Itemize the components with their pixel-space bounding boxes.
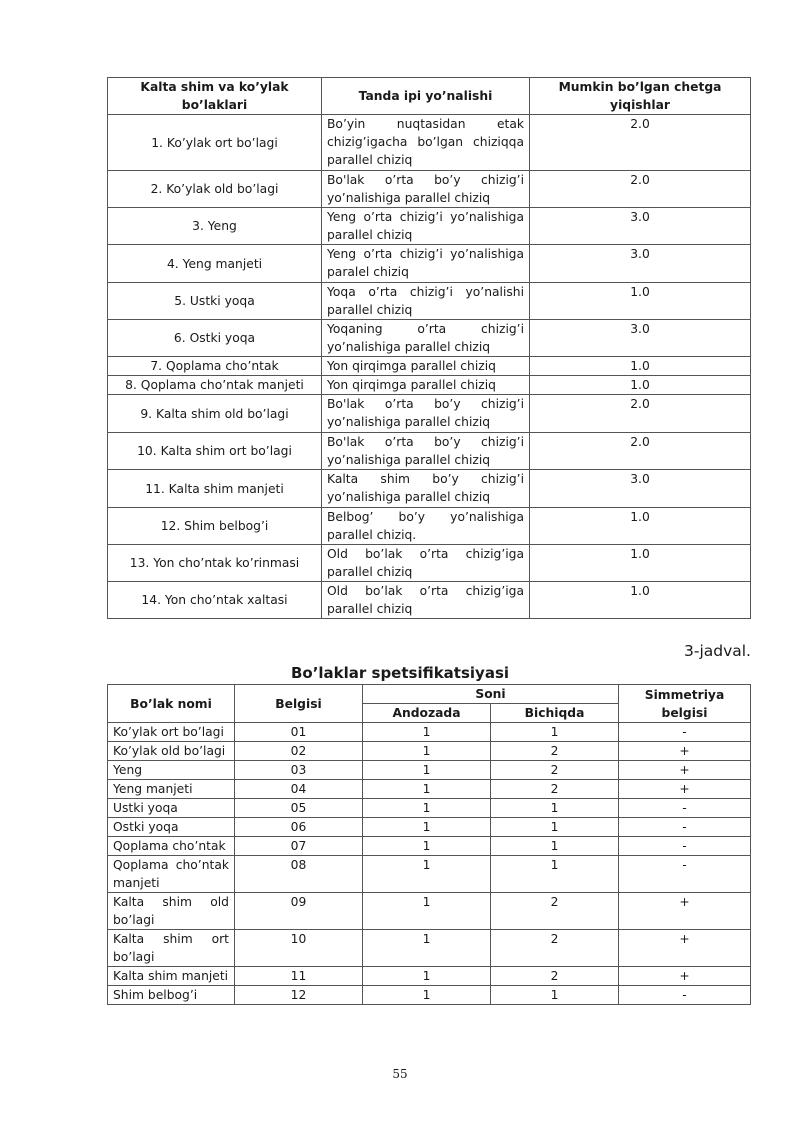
table-row — [108, 357, 751, 376]
part-cell: 6. Ostki yoqa — [108, 320, 322, 357]
part-name-cell: Ko’ylak old bo’lagi — [108, 742, 235, 761]
symmetry-cell: + — [619, 893, 751, 930]
pattern-count-cell: 1 — [363, 761, 491, 780]
deviation-cell: 3.0 — [530, 208, 751, 245]
part-cell: 9. Kalta shim old bo’lagi — [108, 395, 322, 433]
pattern-count-cell: 1 — [363, 799, 491, 818]
table-row — [108, 545, 751, 582]
part-name-cell: Yeng manjeti — [108, 780, 235, 799]
cut-count-cell: 1 — [491, 723, 619, 742]
table-row — [108, 799, 751, 818]
symmetry-cell: + — [619, 780, 751, 799]
direction-cell: Yeng o’rta chizig’i yo’nalishiga paralel chiziq — [322, 245, 530, 283]
symmetry-cell: + — [619, 742, 751, 761]
direction-cell: Kalta shim bo’y chizig’i yo’nalishiga parallel chiziq — [322, 470, 530, 508]
direction-cell: Yon qirqimga parallel chiziq — [322, 376, 530, 395]
cut-count-cell: 1 — [491, 799, 619, 818]
part-cell: 8. Qoplama cho’ntak manjeti — [108, 376, 322, 395]
part-cell: 4. Yeng manjeti — [108, 245, 322, 283]
deviation-cell: 1.0 — [530, 508, 751, 545]
table-number-label: 3-jadval. — [683, 642, 751, 660]
pattern-count-cell: 1 — [363, 742, 491, 761]
code-cell: 07 — [235, 837, 363, 856]
part-cell: 13. Yon cho’ntak ko’rinmasi — [108, 545, 322, 582]
pattern-count-cell: 1 — [363, 723, 491, 742]
table-row — [108, 115, 751, 171]
part-name-cell: Ko’ylak ort bo’lagi — [108, 723, 235, 742]
table-row — [108, 433, 751, 470]
direction-cell: Yon qirqimga parallel chiziq — [322, 357, 530, 376]
cut-count-cell: 1 — [491, 986, 619, 1005]
pattern-count-cell: 1 — [363, 856, 491, 893]
symmetry-cell: - — [619, 723, 751, 742]
cut-count-cell: 2 — [491, 967, 619, 986]
table-row — [108, 818, 751, 837]
part-cell: 10. Kalta shim ort bo’lagi — [108, 433, 322, 470]
part-name-cell: Kalta shim manjeti — [108, 967, 235, 986]
table-row — [108, 376, 751, 395]
part-cell: 5. Ustki yoqa — [108, 283, 322, 320]
deviation-cell: 3.0 — [530, 470, 751, 508]
direction-cell: Old bo’lak o’rta chizig’iga parallel chiziq — [322, 545, 530, 582]
cut-count-cell: 2 — [491, 780, 619, 799]
table-row — [108, 930, 751, 967]
part-name-cell: Kalta shim old bo’lagi — [108, 893, 235, 930]
table-title: Bo’laklar spetsifikatsiyasi — [290, 664, 510, 682]
direction-cell: Bo'lak o’rta bo’y chizig’i yo’nalishiga parallel chiziq — [322, 395, 530, 433]
code-cell: 03 — [235, 761, 363, 780]
code-cell: 01 — [235, 723, 363, 742]
deviation-cell: 2.0 — [530, 395, 751, 433]
part-name-cell: Shim belbog’i — [108, 986, 235, 1005]
deviation-cell: 1.0 — [530, 545, 751, 582]
cut-count-cell: 1 — [491, 818, 619, 837]
deviation-cell: 1.0 — [530, 283, 751, 320]
header-direction: Tanda ipi yo’nalishi — [322, 78, 530, 115]
pattern-count-cell: 1 — [363, 818, 491, 837]
table-row — [108, 780, 751, 799]
direction-cell: Bo'lak o’rta bo’y chizig’i yo’nalishiga parallel chiziq — [322, 433, 530, 470]
symmetry-cell: + — [619, 930, 751, 967]
part-cell: 2. Ko’ylak old bo’lagi — [108, 171, 322, 208]
code-cell: 06 — [235, 818, 363, 837]
pattern-count-cell: 1 — [363, 930, 491, 967]
part-name-cell: Qoplama cho’ntak — [108, 837, 235, 856]
table-row — [108, 320, 751, 357]
part-cell: 12. Shim belbog’i — [108, 508, 322, 545]
table-row — [108, 723, 751, 742]
cut-count-cell: 2 — [491, 930, 619, 967]
header-count: Soni — [363, 685, 619, 704]
cut-count-cell: 2 — [491, 742, 619, 761]
pattern-count-cell: 1 — [363, 986, 491, 1005]
symmetry-cell: + — [619, 761, 751, 780]
part-cell: 3. Yeng — [108, 208, 322, 245]
table-header-row — [108, 78, 751, 115]
code-cell: 05 — [235, 799, 363, 818]
part-name-cell: Kalta shim ort bo’lagi — [108, 930, 235, 967]
code-cell: 04 — [235, 780, 363, 799]
table-header-row — [108, 685, 751, 704]
part-name-cell: Ustki yoqa — [108, 799, 235, 818]
deviation-cell: 2.0 — [530, 433, 751, 470]
symmetry-cell: + — [619, 967, 751, 986]
symmetry-cell: - — [619, 837, 751, 856]
pattern-count-cell: 1 — [363, 893, 491, 930]
part-cell: 11. Kalta shim manjeti — [108, 470, 322, 508]
pattern-count-cell: 1 — [363, 780, 491, 799]
part-cell: 7. Qoplama cho’ntak — [108, 357, 322, 376]
header-part: Kalta shim va ko’ylak bo’laklari — [108, 78, 322, 115]
header-part-name: Bo’lak nomi — [108, 685, 235, 723]
table-row — [108, 986, 751, 1005]
pattern-count-cell: 1 — [363, 837, 491, 856]
cut-count-cell: 1 — [491, 856, 619, 893]
fabric-direction-table — [107, 77, 751, 619]
deviation-cell: 2.0 — [530, 115, 751, 171]
part-name-cell: Yeng — [108, 761, 235, 780]
deviation-cell: 1.0 — [530, 357, 751, 376]
header-allowed-deviation: Mumkin bo’lgan chetga yiqishlar — [530, 78, 751, 115]
part-name-cell: Qoplama cho’ntak manjeti — [108, 856, 235, 893]
direction-cell: Yeng o’rta chizig’i yo’nalishiga parallel chiziq — [322, 208, 530, 245]
part-name-cell: Ostki yoqa — [108, 818, 235, 837]
deviation-cell: 1.0 — [530, 376, 751, 395]
table-row — [108, 171, 751, 208]
symmetry-cell: - — [619, 799, 751, 818]
symmetry-cell: - — [619, 856, 751, 893]
pattern-count-cell: 1 — [363, 967, 491, 986]
direction-cell: Bo'lak o’rta bo’y chizig’i yo’nalishiga parallel chiziq — [322, 171, 530, 208]
direction-cell: Bo’yin nuqtasidan etak chizig’igacha bo’lgan chiziqqa parallel chiziq — [322, 115, 530, 171]
table-row — [108, 856, 751, 893]
code-cell: 08 — [235, 856, 363, 893]
deviation-cell: 3.0 — [530, 245, 751, 283]
page-number: 55 — [392, 1067, 408, 1081]
code-cell: 10 — [235, 930, 363, 967]
header-in-cut: Bichiqda — [491, 704, 619, 723]
table-row — [108, 283, 751, 320]
deviation-cell: 1.0 — [530, 582, 751, 619]
table-row — [108, 582, 751, 619]
direction-cell: Belbog’ bo’y yo’nalishiga parallel chiziq. — [322, 508, 530, 545]
table-row — [108, 967, 751, 986]
part-cell: 1. Ko’ylak ort bo’lagi — [108, 115, 322, 171]
parts-specification-table — [107, 684, 751, 1005]
code-cell: 11 — [235, 967, 363, 986]
code-cell: 12 — [235, 986, 363, 1005]
cut-count-cell: 1 — [491, 837, 619, 856]
header-in-pattern: Andozada — [363, 704, 491, 723]
header-symmetry: Simmetriya belgisi — [619, 685, 751, 723]
table-row — [108, 837, 751, 856]
table-row — [108, 893, 751, 930]
cut-count-cell: 2 — [491, 893, 619, 930]
deviation-cell: 2.0 — [530, 171, 751, 208]
table-row — [108, 395, 751, 433]
direction-cell: Yoqa o’rta chizig’i yo’nalishi parallel chiziq — [322, 283, 530, 320]
table-row — [108, 742, 751, 761]
deviation-cell: 3.0 — [530, 320, 751, 357]
table-row — [108, 208, 751, 245]
table-row — [108, 508, 751, 545]
part-cell: 14. Yon cho’ntak xaltasi — [108, 582, 322, 619]
code-cell: 09 — [235, 893, 363, 930]
table-row — [108, 470, 751, 508]
cut-count-cell: 2 — [491, 761, 619, 780]
code-cell: 02 — [235, 742, 363, 761]
header-code: Belgisi — [235, 685, 363, 723]
direction-cell: Yoqaning o’rta chizig’i yo’nalishiga parallel chiziq — [322, 320, 530, 357]
direction-cell: Old bo’lak o’rta chizig’iga parallel chiziq — [322, 582, 530, 619]
table-row — [108, 245, 751, 283]
symmetry-cell: - — [619, 986, 751, 1005]
symmetry-cell: - — [619, 818, 751, 837]
table-row — [108, 761, 751, 780]
